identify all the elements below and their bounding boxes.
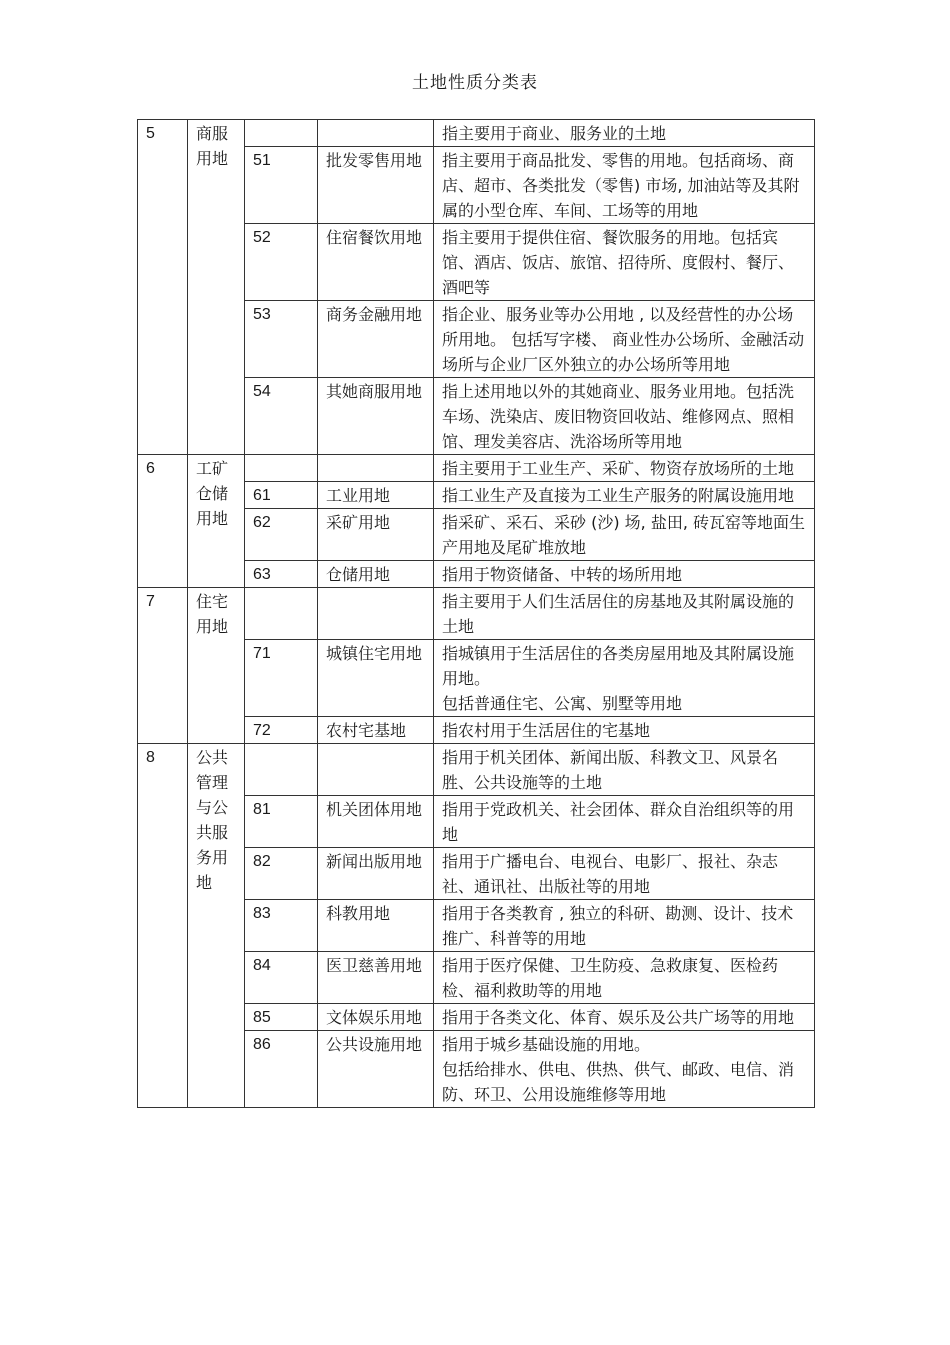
group-description: 指主要用于人们生活居住的房基地及其附属设施的土地 — [434, 588, 815, 640]
description-line: 指采矿、采石、采砂 (沙) 场, 盐田, 砖瓦窑等地面生产用地及尾矿堆放地 — [442, 513, 806, 557]
item-name: 采矿用地 — [318, 509, 434, 561]
group-description: 指用于机关团体、新闻出版、科教文卫、风景名胜、公共设施等的土地 — [434, 744, 815, 796]
description-line: 指上述用地以外的其她商业、服务业用地。包括洗车场、洗染店、废旧物资回收站、维修网点、照相馆、理发美容店、洗浴场所等用地 — [442, 382, 795, 451]
group-name: 公共管理与公共服务用地 — [188, 744, 245, 1108]
table-body — [138, 120, 815, 1108]
description-line: 指主要用于提供住宿、餐饮服务的用地。包括宾馆、酒店、饭店、旅馆、招待所、度假村、餐厅、酒吧等 — [442, 228, 795, 297]
item-code: 51 — [245, 147, 318, 224]
item-code: 61 — [245, 482, 318, 509]
item-description — [434, 482, 815, 509]
item-name: 城镇住宅用地 — [318, 640, 434, 717]
item-description — [434, 1031, 815, 1108]
table-row — [138, 744, 815, 796]
item-name: 其她商服用地 — [318, 378, 434, 455]
description-line: 指农村用于生活居住的宅基地 — [442, 721, 651, 740]
item-code: 71 — [245, 640, 318, 717]
item-code: 62 — [245, 509, 318, 561]
table-row — [138, 455, 815, 482]
empty-subcode-cell — [245, 744, 318, 796]
item-code: 53 — [245, 301, 318, 378]
item-code: 86 — [245, 1031, 318, 1108]
description-line: 指用于物资储备、中转的场所用地 — [442, 565, 683, 584]
item-description — [434, 301, 815, 378]
table-row — [138, 120, 815, 147]
item-code: 72 — [245, 717, 318, 744]
item-name: 科教用地 — [318, 900, 434, 952]
description-line: 指用于广播电台、电视台、电影厂、报社、杂志社、通讯社、出版社等的用地 — [442, 852, 779, 896]
item-code: 84 — [245, 952, 318, 1004]
description-line: 指用于城乡基础设施的用地。 — [442, 1035, 651, 1054]
item-name: 商务金融用地 — [318, 301, 434, 378]
description-line: 指主要用于商品批发、零售的用地。包括商场、商店、超市、各类批发（零售) 市场, 加油站等及其附属的小型仓库、车间、工场等的用地 — [442, 151, 800, 220]
group-code: 8 — [138, 744, 188, 1108]
item-name: 批发零售用地 — [318, 147, 434, 224]
item-name: 机关团体用地 — [318, 796, 434, 848]
empty-subcode-cell — [245, 588, 318, 640]
description-line: 指城镇用于生活居住的各类房屋用地及其附属设施用地。 — [442, 644, 795, 688]
group-description: 指主要用于工业生产、采矿、物资存放场所的土地 — [434, 455, 815, 482]
group-name: 工矿仓储用地 — [188, 455, 245, 588]
item-description — [434, 509, 815, 561]
item-code: 81 — [245, 796, 318, 848]
item-code: 83 — [245, 900, 318, 952]
land-classification-table — [137, 119, 815, 1108]
description-line: 指工业生产及直接为工业生产服务的附属设施用地 — [442, 486, 795, 505]
item-code: 63 — [245, 561, 318, 588]
item-description — [434, 378, 815, 455]
group-name: 住宅用地 — [188, 588, 245, 744]
item-name: 新闻出版用地 — [318, 848, 434, 900]
empty-subname-cell — [318, 588, 434, 640]
empty-subname-cell — [318, 744, 434, 796]
group-code: 7 — [138, 588, 188, 744]
item-name: 公共设施用地 — [318, 1031, 434, 1108]
item-code: 52 — [245, 224, 318, 301]
empty-subcode-cell — [245, 120, 318, 147]
item-description — [434, 640, 815, 717]
item-name: 住宿餐饮用地 — [318, 224, 434, 301]
empty-subname-cell — [318, 455, 434, 482]
page-title: 土地性质分类表 — [412, 73, 538, 93]
description-line: 包括普通住宅、公寓、别墅等用地 — [442, 694, 683, 713]
description-line: 指用于医疗保健、卫生防疫、急救康复、医检药检、福利救助等的用地 — [442, 956, 779, 1000]
group-name: 商服用地 — [188, 120, 245, 455]
item-description — [434, 1004, 815, 1031]
description-line: 指用于各类文化、体育、娱乐及公共广场等的用地 — [442, 1008, 795, 1027]
item-name: 仓储用地 — [318, 561, 434, 588]
empty-subcode-cell — [245, 455, 318, 482]
item-name: 农村宅基地 — [318, 717, 434, 744]
table-row — [138, 588, 815, 640]
description-line: 指用于各类教育 , 独立的科研、勘测、设计、技术推广、科普等的用地 — [442, 904, 794, 948]
item-name: 文体娱乐用地 — [318, 1004, 434, 1031]
group-code: 5 — [138, 120, 188, 455]
item-description — [434, 848, 815, 900]
item-description — [434, 561, 815, 588]
item-description — [434, 717, 815, 744]
description-line: 包括给排水、供电、供热、供气、邮政、电信、消防、环卫、公用设施维修等用地 — [442, 1060, 795, 1104]
item-code: 85 — [245, 1004, 318, 1031]
group-code: 6 — [138, 455, 188, 588]
description-line: 指企业、服务业等办公用地 , 以及经营性的办公场所用地。 包括写字楼、 商业性办公场所、金融活动场所与企业厂区外独立的办公场所等用地 — [442, 305, 805, 374]
item-description — [434, 900, 815, 952]
item-code: 82 — [245, 848, 318, 900]
item-name: 医卫慈善用地 — [318, 952, 434, 1004]
description-line: 指用于党政机关、社会团体、群众自治组织等的用地 — [442, 800, 795, 844]
item-description — [434, 147, 815, 224]
item-code: 54 — [245, 378, 318, 455]
item-description — [434, 952, 815, 1004]
item-description — [434, 224, 815, 301]
item-description — [434, 796, 815, 848]
item-name: 工业用地 — [318, 482, 434, 509]
group-description: 指主要用于商业、服务业的土地 — [434, 120, 815, 147]
empty-subname-cell — [318, 120, 434, 147]
